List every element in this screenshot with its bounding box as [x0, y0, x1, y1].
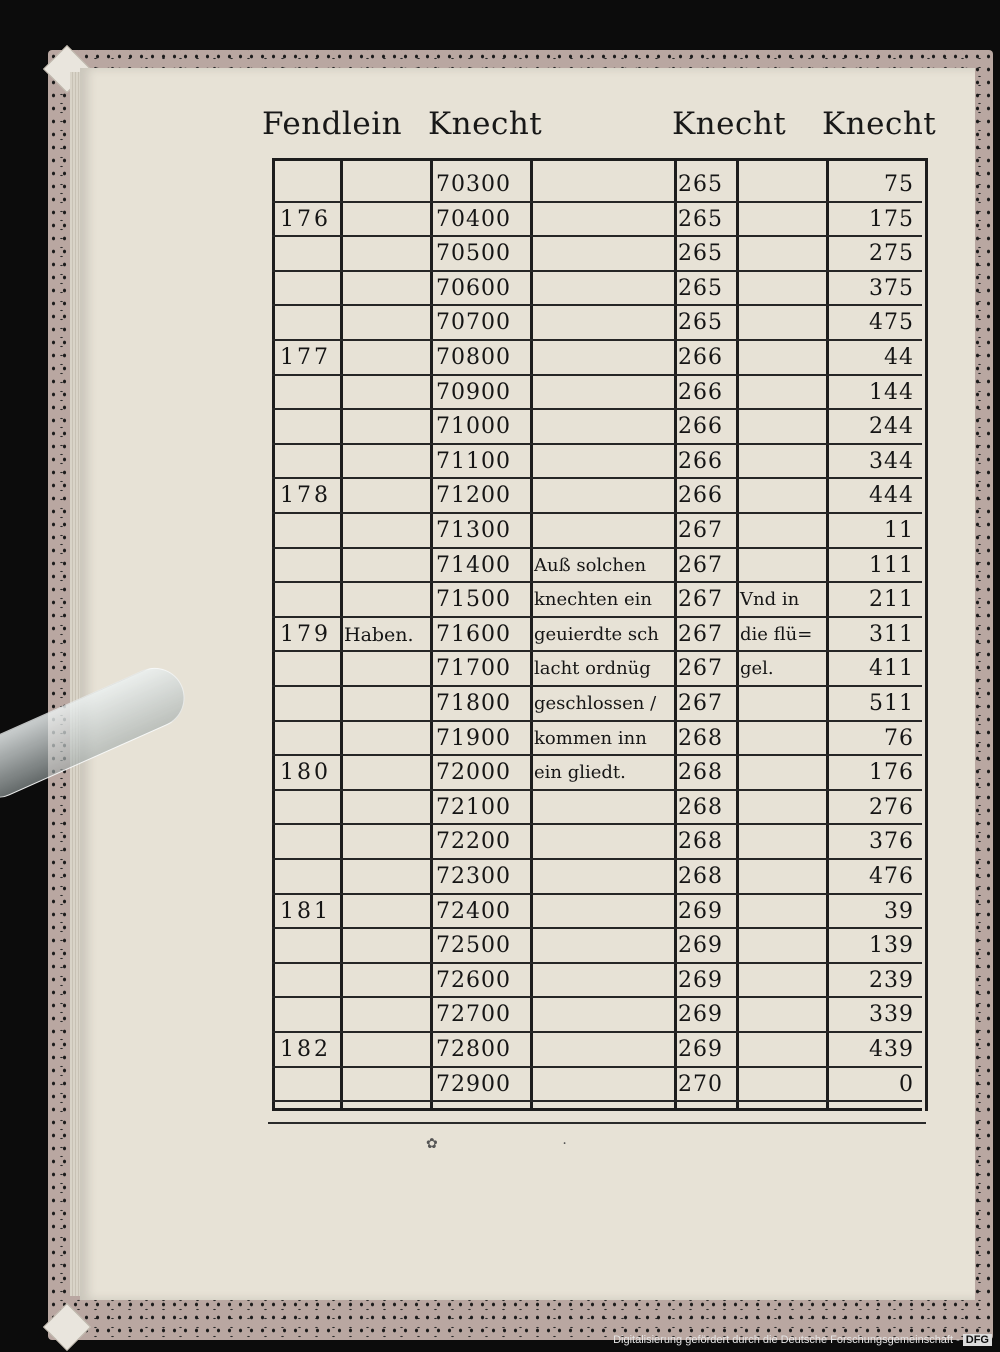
row-side-note: [740, 168, 828, 202]
row-note: knechten ein: [534, 589, 653, 611]
row-remainder: 239: [869, 967, 914, 993]
row-label: [344, 168, 432, 202]
row-middle-value: 268: [678, 760, 723, 786]
row-value: 71100: [436, 448, 511, 474]
row-value: 72900: [436, 1071, 511, 1097]
row-side-note: [740, 445, 828, 479]
row-note: [534, 514, 674, 548]
row-number: [280, 410, 340, 444]
table-row: [272, 929, 922, 964]
row-note: [534, 895, 674, 929]
row-remainder: 276: [869, 794, 914, 820]
header-knecht-3: Knecht: [822, 106, 937, 142]
row-side-note: [740, 514, 828, 548]
table-row: [272, 445, 922, 480]
row-note: [534, 272, 674, 306]
header-knecht-1: Knecht: [428, 106, 543, 142]
row-note: [534, 929, 674, 963]
row-value: 70700: [436, 310, 511, 336]
row-label: [344, 1033, 432, 1067]
row-note: [534, 1068, 674, 1102]
row-middle-value: 265: [678, 275, 723, 301]
row-value: 71600: [436, 621, 511, 647]
row-remainder: 0: [899, 1071, 914, 1097]
row-remainder: 175: [869, 206, 914, 232]
row-label: [344, 964, 432, 998]
row-number: [280, 514, 340, 548]
row-number: 178: [280, 483, 331, 509]
row-remainder: 11: [884, 518, 914, 543]
table-row: [272, 376, 922, 411]
row-note: kommen inn: [534, 727, 647, 749]
row-number: [280, 445, 340, 479]
table-row: [272, 203, 922, 238]
row-value: 72000: [436, 760, 511, 786]
row-side-note: [740, 272, 828, 306]
row-label: [344, 825, 432, 859]
table-row: [272, 860, 922, 895]
row-note: [534, 998, 674, 1032]
row-side-note: [740, 549, 828, 583]
row-note: ein gliedt.: [534, 762, 626, 784]
row-side-note: [740, 756, 828, 790]
row-middle-value: 269: [678, 933, 723, 959]
table-row: [272, 1068, 922, 1103]
row-number: [280, 549, 340, 583]
row-middle-value: 266: [678, 379, 723, 405]
table-row: [272, 272, 922, 307]
table-row: [272, 722, 922, 757]
row-label: [344, 341, 432, 375]
row-note: [534, 479, 674, 513]
row-middle-value: 268: [678, 794, 723, 820]
row-label: [344, 514, 432, 548]
row-label: [344, 549, 432, 583]
table-row: [272, 168, 922, 203]
row-label: [344, 306, 432, 340]
table-row: [272, 998, 922, 1033]
row-middle-value: 269: [678, 898, 723, 924]
row-remainder: 411: [869, 656, 914, 682]
row-value: 72600: [436, 967, 511, 993]
row-label: [344, 895, 432, 929]
row-number: [280, 376, 340, 410]
row-middle-value: 269: [678, 1037, 723, 1062]
row-note: [534, 376, 674, 410]
row-note: lacht ordnüg: [534, 658, 651, 680]
page-ornament: ✿ ·: [426, 1136, 567, 1152]
row-side-note: Vnd in: [740, 589, 800, 611]
row-remainder: 376: [869, 829, 914, 855]
table-row: [272, 756, 922, 791]
row-number: [280, 998, 340, 1032]
row-number: [280, 791, 340, 825]
row-value: 71000: [436, 414, 511, 440]
row-remainder: 44: [884, 345, 914, 370]
row-value: 70900: [436, 379, 511, 405]
row-middle-value: 265: [678, 310, 723, 336]
row-value: 70300: [436, 172, 511, 197]
row-number: 182: [280, 1037, 331, 1062]
row-remainder: 475: [869, 310, 914, 336]
row-side-note: [740, 895, 828, 929]
row-value: 71200: [436, 483, 511, 509]
row-number: 177: [280, 345, 331, 370]
row-label: [344, 410, 432, 444]
row-note: [534, 860, 674, 894]
header-fendlein: Fendlein: [262, 106, 403, 142]
row-value: 71300: [436, 518, 511, 543]
row-side-note: [740, 479, 828, 513]
footer-credit: [613, 1334, 992, 1346]
row-label: [344, 272, 432, 306]
row-note: [534, 341, 674, 375]
row-middle-value: 265: [678, 172, 723, 197]
row-side-note: [740, 929, 828, 963]
table-row: [272, 479, 922, 514]
row-note: Auß solchen: [534, 554, 647, 576]
table-row: [272, 791, 922, 826]
row-label: [344, 479, 432, 513]
row-remainder: 139: [869, 933, 914, 959]
running-header: [0, 106, 1000, 156]
row-middle-value: 265: [678, 241, 723, 267]
row-middle-value: 270: [678, 1071, 723, 1097]
row-middle-value: 269: [678, 1002, 723, 1028]
row-remainder: 339: [869, 1002, 914, 1028]
table-row: [272, 1033, 922, 1068]
row-middle-value: 265: [678, 206, 723, 232]
table-row: [272, 306, 922, 341]
row-middle-value: 268: [678, 725, 723, 751]
table-bottom-double-rule: [268, 1122, 926, 1124]
table-row: [272, 514, 922, 549]
row-number: [280, 168, 340, 202]
row-remainder: 211: [869, 587, 914, 613]
row-note: [534, 203, 674, 237]
row-value: 72300: [436, 864, 511, 889]
row-remainder: 311: [869, 621, 914, 647]
table-row: [272, 237, 922, 272]
row-remainder: 144: [869, 379, 914, 405]
footer-credit-text: Digitalisierung gefördert durch die Deutsche Forschungsgemeinschaft -: [613, 1334, 960, 1346]
row-value: 72500: [436, 933, 511, 959]
row-label: Haben.: [344, 623, 414, 646]
row-label: [344, 722, 432, 756]
row-label: [344, 652, 432, 686]
row-middle-value: 266: [678, 414, 723, 440]
row-label: [344, 860, 432, 894]
row-note: [534, 825, 674, 859]
table-row: [272, 618, 922, 653]
row-middle-value: 267: [678, 656, 723, 682]
row-label: [344, 756, 432, 790]
table-row: [272, 410, 922, 445]
row-side-note: [740, 203, 828, 237]
row-number: 180: [280, 760, 331, 786]
row-middle-value: 267: [678, 587, 723, 613]
table-row: [272, 895, 922, 930]
row-number: [280, 237, 340, 271]
row-note: geschlossen /: [534, 693, 657, 714]
row-middle-value: 268: [678, 864, 723, 889]
row-label: [344, 203, 432, 237]
row-note: [534, 237, 674, 271]
row-value: 71500: [436, 587, 511, 613]
row-remainder: 275: [869, 241, 914, 267]
table-row: [272, 687, 922, 722]
row-number: 181: [280, 898, 331, 924]
row-note: geuierdte sch: [534, 623, 659, 645]
row-middle-value: 267: [678, 552, 723, 578]
row-number: [280, 964, 340, 998]
row-number: [280, 583, 340, 617]
row-label: [344, 687, 432, 721]
table-row: [272, 549, 922, 584]
table-row: [272, 964, 922, 999]
row-remainder: 511: [869, 691, 914, 716]
row-value: 72200: [436, 829, 511, 855]
row-side-note: [740, 687, 828, 721]
table-row: [272, 341, 922, 376]
row-side-note: [740, 1068, 828, 1102]
table-row: [272, 825, 922, 860]
row-remainder: 444: [869, 483, 914, 509]
row-value: 70400: [436, 206, 511, 232]
row-side-note: [740, 964, 828, 998]
row-middle-value: 269: [678, 967, 723, 993]
row-middle-value: 267: [678, 621, 723, 647]
row-number: [280, 652, 340, 686]
row-remainder: 176: [869, 760, 914, 786]
row-number: [280, 929, 340, 963]
row-label: [344, 376, 432, 410]
row-note: [534, 1033, 674, 1067]
row-number: [280, 1068, 340, 1102]
row-note: [534, 791, 674, 825]
row-middle-value: 266: [678, 448, 723, 474]
row-side-note: [740, 341, 828, 375]
row-note: [534, 410, 674, 444]
dfg-logo: DFG: [963, 1334, 992, 1346]
row-note: [534, 964, 674, 998]
row-side-note: [740, 306, 828, 340]
row-value: 70600: [436, 275, 511, 301]
row-number: [280, 687, 340, 721]
row-label: [344, 1068, 432, 1102]
row-value: 71400: [436, 552, 511, 578]
row-number: [280, 272, 340, 306]
row-side-note: [740, 998, 828, 1032]
row-side-note: [740, 376, 828, 410]
row-side-note: [740, 237, 828, 271]
row-number: [280, 722, 340, 756]
row-value: 72400: [436, 898, 511, 924]
row-note: [534, 445, 674, 479]
row-side-note: [740, 860, 828, 894]
row-value: 71800: [436, 691, 511, 716]
row-rule: [272, 1100, 922, 1102]
row-value: 70500: [436, 241, 511, 267]
row-remainder: 344: [869, 448, 914, 474]
row-number: [280, 306, 340, 340]
row-remainder: 39: [884, 898, 914, 924]
row-number: 176: [280, 206, 331, 232]
row-remainder: 75: [884, 172, 914, 197]
row-note: [534, 168, 674, 202]
row-value: 71700: [436, 656, 511, 682]
table-row: [272, 583, 922, 618]
row-number: 179: [280, 621, 331, 647]
row-remainder: 476: [869, 864, 914, 889]
table-row: [272, 652, 922, 687]
row-side-note: [740, 1033, 828, 1067]
row-label: [344, 445, 432, 479]
row-value: 71900: [436, 725, 511, 751]
row-side-note: die flü=: [740, 623, 813, 645]
row-remainder: 375: [869, 275, 914, 301]
row-label: [344, 998, 432, 1032]
row-value: 72800: [436, 1037, 511, 1062]
header-knecht-2: Knecht: [672, 106, 787, 142]
row-number: [280, 825, 340, 859]
row-middle-value: 267: [678, 518, 723, 543]
row-label: [344, 237, 432, 271]
row-remainder: 111: [869, 552, 914, 578]
row-remainder: 439: [869, 1037, 914, 1062]
row-middle-value: 266: [678, 345, 723, 370]
row-middle-value: 268: [678, 829, 723, 855]
row-remainder: 76: [884, 725, 914, 751]
row-note: [534, 306, 674, 340]
row-middle-value: 266: [678, 483, 723, 509]
row-number: [280, 860, 340, 894]
row-value: 72700: [436, 1002, 511, 1028]
row-side-note: [740, 410, 828, 444]
row-remainder: 244: [869, 414, 914, 440]
row-side-note: [740, 791, 828, 825]
row-value: 70800: [436, 345, 511, 370]
row-value: 72100: [436, 794, 511, 820]
row-middle-value: 267: [678, 691, 723, 716]
row-label: [344, 929, 432, 963]
row-side-note: gel.: [740, 658, 774, 680]
row-side-note: [740, 722, 828, 756]
row-label: [344, 583, 432, 617]
row-label: [344, 791, 432, 825]
table-bottom-rule: [272, 1108, 922, 1111]
row-side-note: [740, 825, 828, 859]
